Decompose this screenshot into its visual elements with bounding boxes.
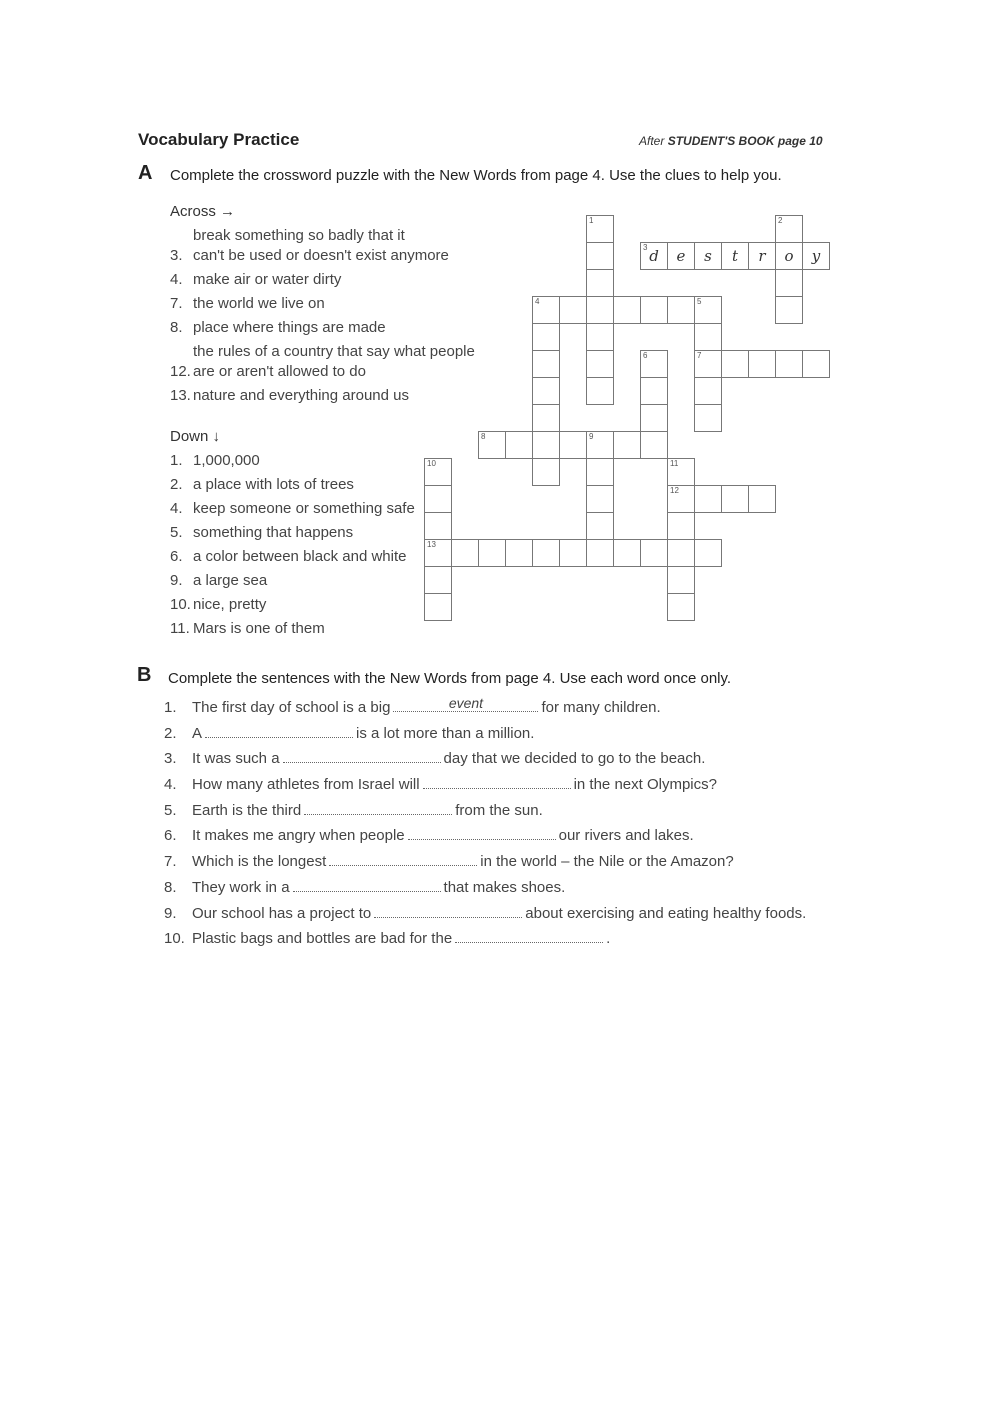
crossword-cell[interactable] <box>667 296 695 324</box>
clue-text: Mars is one of them <box>193 620 325 637</box>
sentence-before: It was such a <box>192 750 280 768</box>
sentence-row <box>164 750 806 776</box>
crossword-cell[interactable] <box>532 350 560 378</box>
clue-number: 5. <box>170 524 183 541</box>
crossword-cell[interactable] <box>424 458 452 486</box>
sentence-number: 7. <box>164 853 177 871</box>
sentence-after: about exercising and eating healthy foods. <box>525 904 807 922</box>
crossword-cell[interactable] <box>775 350 803 378</box>
sentence-row <box>164 879 806 905</box>
sentence-after: is a lot more than a million. <box>356 724 535 742</box>
crossword-cell[interactable] <box>532 377 560 405</box>
crossword-cell[interactable] <box>694 350 722 378</box>
answer-blank[interactable] <box>393 695 538 712</box>
sentence-number: 1. <box>164 699 177 716</box>
crossword-cell[interactable] <box>721 485 749 513</box>
crossword-cell[interactable] <box>694 323 722 351</box>
crossword-cell[interactable] <box>586 512 614 540</box>
sentence-after: . <box>606 930 611 948</box>
sentence-row <box>164 695 806 725</box>
crossword-cell[interactable] <box>694 296 722 324</box>
crossword-cell[interactable] <box>640 377 668 405</box>
crossword-cell[interactable] <box>694 404 722 432</box>
answer-blank[interactable] <box>283 750 441 763</box>
sentence-before: A <box>192 724 203 742</box>
sentence-number: 3. <box>164 750 177 768</box>
after-prefix: After <box>639 134 665 148</box>
crossword-cell[interactable] <box>559 296 587 324</box>
clue-text: a color between black and white <box>193 548 407 565</box>
sentence-list <box>164 695 807 956</box>
crossword-cell[interactable] <box>640 296 668 324</box>
sentence-before: Which is the longest <box>192 853 327 871</box>
crossword-cell[interactable] <box>478 539 506 567</box>
crossword-cell[interactable] <box>667 566 695 594</box>
crossword-cell[interactable] <box>586 458 614 486</box>
sentence-before: The first day of school is a big <box>192 699 391 716</box>
clue-number: 4. <box>170 271 183 288</box>
answer-blank[interactable] <box>455 930 603 943</box>
clue-text: the rules of a country that say what people are or aren't allowed to do <box>193 343 475 380</box>
crossword-cell[interactable] <box>667 485 695 513</box>
sentence-before: How many athletes from Israel will <box>192 776 420 794</box>
sentence-number: 6. <box>164 827 177 845</box>
crossword-cell[interactable] <box>640 539 668 567</box>
crossword-cell[interactable] <box>532 431 560 459</box>
cell-number: 8 <box>481 432 486 441</box>
clue-text: place where things are made <box>193 319 386 336</box>
sentence-before: It makes me angry when people <box>192 827 405 845</box>
crossword-cell[interactable] <box>532 296 560 324</box>
crossword-cell[interactable] <box>505 539 533 567</box>
sentence-number: 2. <box>164 724 177 742</box>
clue-text: the world we live on <box>193 295 325 312</box>
crossword-cell[interactable] <box>586 269 614 297</box>
crossword-cell[interactable] <box>586 377 614 405</box>
cell-number: 4 <box>535 297 540 306</box>
crossword-cell[interactable] <box>586 431 614 459</box>
clue-number: 13. <box>170 387 191 404</box>
sentence-after: for many children. <box>541 699 661 716</box>
crossword-cell[interactable] <box>721 242 749 270</box>
sentence-before: Plastic bags and bottles are bad for the <box>192 930 453 948</box>
answer-blank[interactable] <box>408 827 556 840</box>
crossword-cell[interactable] <box>613 539 641 567</box>
answer-blank[interactable] <box>329 853 477 866</box>
sentence-number: 4. <box>164 776 177 794</box>
sentence-number: 8. <box>164 878 177 896</box>
crossword-cell[interactable] <box>532 404 560 432</box>
sentence-number: 5. <box>164 801 177 819</box>
clue-number: 2. <box>170 476 183 493</box>
crossword-cell[interactable] <box>532 323 560 351</box>
crossword-cell[interactable] <box>424 485 452 513</box>
clue-number: 6. <box>170 548 183 565</box>
sentence-row <box>164 930 806 956</box>
clue-text: keep someone or something safe <box>193 500 415 517</box>
crossword-cell[interactable] <box>775 269 803 297</box>
clue-text: nice, pretty <box>193 596 267 613</box>
sentence-before: They work in a <box>192 878 290 896</box>
crossword-cell[interactable] <box>748 242 776 270</box>
clue-text: nature and everything around us <box>193 387 409 404</box>
crossword-cell[interactable] <box>667 242 695 270</box>
crossword-cell[interactable] <box>640 242 668 270</box>
answer-blank[interactable] <box>293 879 441 892</box>
crossword-cell[interactable] <box>451 539 479 567</box>
crossword-cell[interactable] <box>721 350 749 378</box>
crossword-cell[interactable] <box>505 431 533 459</box>
book-name: STUDENT'S BOOK <box>667 134 775 148</box>
clue-number: 1. <box>170 452 183 469</box>
sentence-number: 9. <box>164 904 177 922</box>
across-heading: Across → <box>170 203 236 220</box>
crossword-grid <box>0 0 1000 700</box>
answer-blank[interactable] <box>423 776 571 789</box>
answer-blank[interactable] <box>205 725 353 738</box>
cell-number: 1 <box>589 216 594 225</box>
cell-number: 3 <box>643 243 648 252</box>
crossword-cell[interactable] <box>586 350 614 378</box>
sentence-row <box>164 905 806 931</box>
sentence-row <box>164 802 806 828</box>
crossword-cell[interactable] <box>694 539 722 567</box>
cell-letter: r <box>758 247 766 265</box>
sentence-after: our rivers and lakes. <box>558 827 694 845</box>
crossword-cell[interactable] <box>694 377 722 405</box>
crossword-cell[interactable] <box>424 512 452 540</box>
crossword-cell[interactable] <box>559 539 587 567</box>
clue-text: make air or water dirty <box>193 271 342 288</box>
clue-number: 8. <box>170 319 183 336</box>
crossword-cell[interactable] <box>424 593 452 621</box>
crossword-cell[interactable] <box>640 350 668 378</box>
crossword-cell[interactable] <box>424 539 452 567</box>
section-a-letter: A <box>138 162 153 184</box>
cell-number: 2 <box>778 216 783 225</box>
cell-number: 5 <box>697 297 702 306</box>
crossword-cell[interactable] <box>586 539 614 567</box>
clue-number: 4. <box>170 500 183 517</box>
crossword-cell[interactable] <box>775 242 803 270</box>
crossword-cell[interactable] <box>748 485 776 513</box>
sentence-after: in the world – the Nile or the Amazon? <box>480 853 734 871</box>
crossword-cell[interactable] <box>667 593 695 621</box>
clue-text: a place with lots of trees <box>193 476 354 493</box>
crossword-cell[interactable] <box>775 296 803 324</box>
cell-letter: y <box>811 247 821 265</box>
section-b-letter: B <box>137 664 152 686</box>
clue-number: 12. <box>170 363 191 380</box>
cell-letter: d <box>649 247 659 265</box>
sentence-after: day that we decided to go to the beach. <box>443 750 706 768</box>
sentence-row <box>164 776 806 802</box>
crossword-cell[interactable] <box>640 404 668 432</box>
sentence-after: from the sun. <box>455 801 543 819</box>
crossword-cell[interactable] <box>613 431 641 459</box>
section-a-instruction: Complete the crossword puzzle with the New Words from page 4. Use the clues to help you. <box>170 167 782 184</box>
crossword-cell[interactable] <box>640 431 668 459</box>
crossword-cell[interactable] <box>694 242 722 270</box>
answer-text: event <box>448 695 484 711</box>
crossword-cell[interactable] <box>694 485 722 513</box>
answer-blank[interactable] <box>374 905 522 918</box>
clue-text: 1,000,000 <box>193 452 260 469</box>
cell-number: 11 <box>670 459 679 468</box>
cell-number: 13 <box>427 540 436 549</box>
section-b-instruction: Complete the sentences with the New Words from page 4. Use each word once only. <box>168 670 732 687</box>
crossword-cell[interactable] <box>748 350 776 378</box>
page-reference: page 10 <box>777 134 823 148</box>
down-heading: Down ↓ <box>170 428 221 445</box>
crossword-cell[interactable] <box>613 296 641 324</box>
crossword-cell[interactable] <box>586 242 614 270</box>
crossword-cell[interactable] <box>667 458 695 486</box>
crossword-cell[interactable] <box>802 242 830 270</box>
crossword-cell[interactable] <box>667 512 695 540</box>
crossword-cell[interactable] <box>586 323 614 351</box>
cell-letter: t <box>731 247 739 265</box>
crossword-cell[interactable] <box>532 539 560 567</box>
crossword-cell[interactable] <box>532 458 560 486</box>
clue-number: 7. <box>170 295 183 312</box>
cell-number: 6 <box>643 351 648 360</box>
sentence-row <box>164 853 806 879</box>
clue-text: something that happens <box>193 524 354 541</box>
crossword-cell[interactable] <box>802 350 830 378</box>
crossword-cell[interactable] <box>775 215 803 243</box>
clue-number: 9. <box>170 572 183 589</box>
crossword-cell[interactable] <box>586 215 614 243</box>
page-title: Vocabulary Practice <box>138 130 300 149</box>
clue-number: 3. <box>170 247 183 264</box>
cell-number: 9 <box>589 432 594 441</box>
crossword-cell[interactable] <box>478 431 506 459</box>
clue-number: 10. <box>170 596 191 613</box>
sentence-before: Our school has a project to <box>192 904 372 922</box>
sentence-number: 10. <box>164 930 185 948</box>
cell-number: 7 <box>697 351 702 360</box>
sentence-after: in the next Olympics? <box>573 776 717 794</box>
cell-number: 12 <box>670 486 679 495</box>
clue-number: 11. <box>170 620 190 637</box>
sentence-after: that makes shoes. <box>443 878 566 896</box>
crossword-cell[interactable] <box>424 566 452 594</box>
cell-letter: s <box>704 247 712 265</box>
sentence-before: Earth is the third <box>192 801 302 819</box>
clue-text: a large sea <box>193 572 268 589</box>
cell-letter: e <box>676 247 686 265</box>
sentence-row <box>164 725 806 751</box>
cell-letter: o <box>784 247 794 265</box>
sentence-row <box>164 827 806 853</box>
answer-blank[interactable] <box>304 802 452 815</box>
crossword-cell[interactable] <box>559 431 587 459</box>
crossword-cell[interactable] <box>586 485 614 513</box>
cell-number: 10 <box>427 459 436 468</box>
crossword-cell[interactable] <box>667 539 695 567</box>
clue-text: break something so badly that it can't be used or doesn't exist anymore <box>193 227 449 264</box>
crossword-cell[interactable] <box>586 296 614 324</box>
